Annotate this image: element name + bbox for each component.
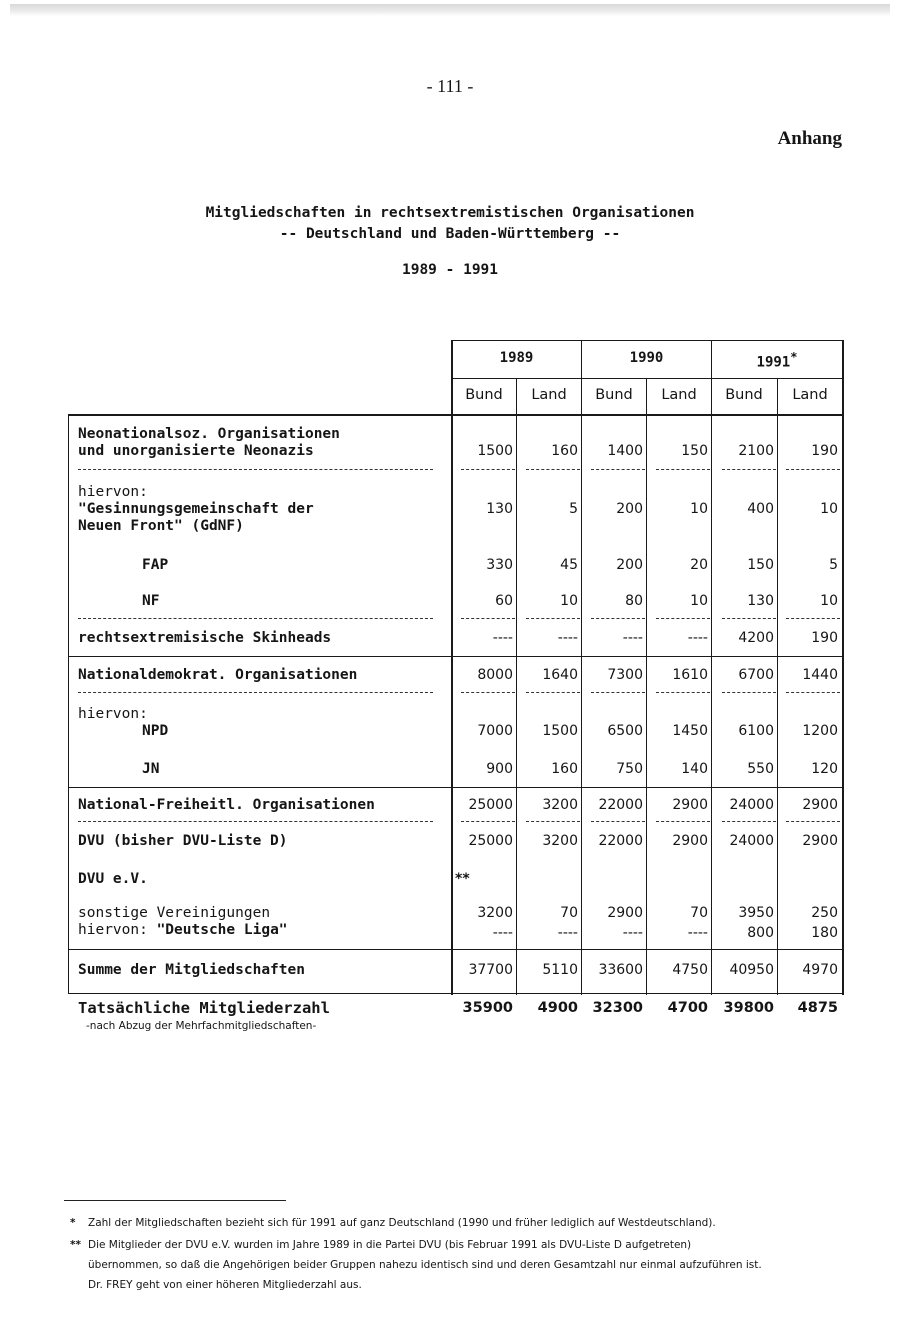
- cell-dliga-5: 180: [811, 925, 838, 941]
- subtotal-dash: [526, 692, 580, 693]
- cell-neonazi-5: 190: [811, 443, 838, 459]
- cell-natfrei-2: 22000: [598, 797, 643, 813]
- row-label-fap: FAP: [142, 557, 169, 573]
- cell-npd-0: 7000: [477, 723, 513, 739]
- cell-sonstige-3: 70: [690, 905, 708, 921]
- cell-tatsaechlich-4: 39800: [723, 1000, 774, 1016]
- cell-neonazi-4: 2100: [738, 443, 774, 459]
- col-land-1990: Land: [661, 387, 697, 403]
- year-1990: 1990: [629, 350, 664, 366]
- col-bund-1989: Bund: [465, 387, 503, 403]
- subtotal-dash: [786, 692, 840, 693]
- cell-jn-5: 120: [811, 761, 838, 777]
- cell-gdnf-1: 5: [569, 501, 578, 517]
- cell-fap-1: 45: [560, 557, 578, 573]
- cell-gdnf-3: 10: [690, 501, 708, 517]
- cell-skin-4: 4200: [738, 630, 774, 646]
- subtotal-dash: [722, 692, 776, 693]
- subtotal-dash: [786, 821, 840, 822]
- row-label-dliga: hiervon: "Deutsche Liga": [78, 922, 288, 938]
- cell-natdem-4: 6700: [738, 667, 774, 683]
- row-label-natdem: Nationaldemokrat. Organisationen: [78, 667, 358, 683]
- table-note: -nach Abzug der Mehrfachmitgliedschaften-: [86, 1020, 317, 1032]
- col-bund-1991: Bund: [725, 387, 763, 403]
- subtotal-dash: [526, 821, 580, 822]
- page-subtitle: -- Deutschland und Baden-Württemberg --: [279, 226, 621, 242]
- cell-npd-5: 1200: [802, 723, 838, 739]
- subtotal-dash: [722, 821, 776, 822]
- subtotal-dash: [591, 821, 645, 822]
- footnote-1: * Zahl der Mitgliedschaften bezieht sich für 1991 auf ganz Deutschland (1990 und früher lediglich auf Westdeutschland).: [70, 1217, 716, 1229]
- cell-sonstige-2: 2900: [607, 905, 643, 921]
- subtotal-dash: [656, 618, 710, 619]
- cell-dvu-1: 3200: [542, 833, 578, 849]
- cell-dvuev-0: **: [455, 871, 470, 887]
- cell-fap-0: 330: [486, 557, 513, 573]
- col-land-1989: Land: [531, 387, 567, 403]
- cell-skin-2: ----: [622, 630, 643, 646]
- cell-skin-5: 190: [811, 630, 838, 646]
- cell-gdnf-5: 10: [820, 501, 838, 517]
- cell-tatsaechlich-5: 4875: [797, 1000, 838, 1016]
- subtotal-dash: [591, 692, 645, 693]
- cell-dliga-4: 800: [747, 925, 774, 941]
- row-label-jn: JN: [142, 761, 160, 777]
- row-label-gdnf-2: Neuen Front" (GdNF): [78, 518, 244, 534]
- cell-summe-2: 33600: [598, 962, 643, 978]
- year-1989: 1989: [499, 350, 534, 366]
- cell-jn-4: 550: [747, 761, 774, 777]
- year-1991-footnote-mark: *: [790, 350, 798, 364]
- cell-dliga-1: ----: [557, 925, 578, 941]
- cell-summe-0: 37700: [468, 962, 513, 978]
- cell-sonstige-1: 70: [560, 905, 578, 921]
- cell-summe-5: 4970: [802, 962, 838, 978]
- subtotal-dash: [461, 692, 515, 693]
- cell-neonazi-0: 1500: [477, 443, 513, 459]
- cell-summe-3: 4750: [672, 962, 708, 978]
- cell-fap-3: 20: [690, 557, 708, 573]
- cell-skin-3: ----: [687, 630, 708, 646]
- cell-tatsaechlich-3: 4700: [667, 1000, 708, 1016]
- cell-natfrei-5: 2900: [802, 797, 838, 813]
- cell-natfrei-0: 25000: [468, 797, 513, 813]
- row-label-neonazi-1: Neonationalsoz. Organisationen: [78, 426, 340, 442]
- cell-sonstige-5: 250: [811, 905, 838, 921]
- cell-sonstige-4: 3950: [738, 905, 774, 921]
- year-1991: 1991*: [756, 350, 798, 371]
- cell-jn-0: 900: [486, 761, 513, 777]
- cell-tatsaechlich-2: 32300: [592, 1000, 643, 1016]
- cell-skin-0: ----: [492, 630, 513, 646]
- cell-natdem-3: 1610: [672, 667, 708, 683]
- row-label-summe: Summe der Mitgliedschaften: [78, 962, 305, 978]
- cell-dliga-3: ----: [687, 925, 708, 941]
- cell-dvu-3: 2900: [672, 833, 708, 849]
- cell-npd-4: 6100: [738, 723, 774, 739]
- subtotal-dash: [722, 618, 776, 619]
- row-label-nf: NF: [142, 593, 160, 609]
- cell-nf-0: 60: [495, 593, 513, 609]
- page-title: Mitgliedschaften in rechtsextremistischen Organisationen: [205, 205, 695, 221]
- cell-dliga-2: ----: [622, 925, 643, 941]
- cell-gdnf-0: 130: [486, 501, 513, 517]
- cell-neonazi-3: 150: [681, 443, 708, 459]
- section-label: Anhang: [777, 128, 842, 149]
- cell-jn-2: 750: [616, 761, 643, 777]
- cell-neonazi-1: 160: [551, 443, 578, 459]
- cell-nf-2: 80: [625, 593, 643, 609]
- subtotal-dash: [786, 469, 840, 470]
- subtotal-dash: [786, 618, 840, 619]
- cell-gdnf-2: 200: [616, 501, 643, 517]
- subtotal-dash: [722, 469, 776, 470]
- cell-skin-1: ----: [557, 630, 578, 646]
- row-label-hiervon-2: hiervon:: [78, 706, 148, 722]
- cell-nf-4: 130: [747, 593, 774, 609]
- cell-nf-3: 10: [690, 593, 708, 609]
- subtotal-dash: [591, 469, 645, 470]
- footnote-rule: [64, 1200, 286, 1201]
- footnote-2: ** Die Mitglieder der DVU e.V. wurden im Jahre 1989 in die Partei DVU (bis Februar 1991 als DVU-Liste D aufgetreten): [70, 1239, 692, 1251]
- footnote-2-line-3: Dr. FREY geht von einer höheren Mitgliederzahl aus.: [88, 1279, 362, 1291]
- cell-natfrei-3: 2900: [672, 797, 708, 813]
- row-label-skinheads: rechtsextremisische Skinheads: [78, 630, 332, 646]
- col-bund-1990: Bund: [595, 387, 633, 403]
- row-label-npd: NPD: [142, 723, 169, 739]
- subtotal-dash: [656, 469, 710, 470]
- cell-jn-3: 140: [681, 761, 708, 777]
- col-land-1991: Land: [792, 387, 828, 403]
- cell-jn-1: 160: [551, 761, 578, 777]
- period: 1989 - 1991: [401, 262, 499, 278]
- row-label-sonstige: sonstige Vereinigungen: [78, 905, 271, 921]
- subtotal-dash: [656, 821, 710, 822]
- cell-natfrei-4: 24000: [729, 797, 774, 813]
- subtotal-dash: [461, 821, 515, 822]
- cell-dliga-0: ----: [492, 925, 513, 941]
- subtotal-dash: [591, 618, 645, 619]
- cell-gdnf-4: 400: [747, 501, 774, 517]
- cell-dvu-4: 24000: [729, 833, 774, 849]
- row-label-dvuev: DVU e.V.: [78, 871, 148, 887]
- cell-summe-1: 5110: [542, 962, 578, 978]
- row-label-tatsaechlich: Tatsächliche Mitgliederzahl: [78, 999, 330, 1017]
- cell-summe-4: 40950: [729, 962, 774, 978]
- row-label-hiervon: hiervon:: [78, 484, 148, 500]
- cell-npd-1: 1500: [542, 723, 578, 739]
- row-label-neonazi-2: und unorganisierte Neonazis: [78, 443, 314, 459]
- cell-tatsaechlich-0: 35900: [462, 1000, 513, 1016]
- subtotal-dash: [461, 469, 515, 470]
- cell-natdem-0: 8000: [477, 667, 513, 683]
- subtotal-dash: [526, 469, 580, 470]
- subtotal-dash: [656, 692, 710, 693]
- cell-tatsaechlich-1: 4900: [537, 1000, 578, 1016]
- row-label-natfrei: National-Freiheitl. Organisationen: [78, 797, 375, 813]
- subtotal-dash: [461, 618, 515, 619]
- cell-neonazi-2: 1400: [607, 443, 643, 459]
- row-label-dvu: DVU (bisher DVU-Liste D): [78, 833, 288, 849]
- cell-fap-2: 200: [616, 557, 643, 573]
- cell-sonstige-0: 3200: [477, 905, 513, 921]
- cell-natdem-5: 1440: [802, 667, 838, 683]
- page-number: - 111 -: [426, 76, 474, 96]
- cell-natfrei-1: 3200: [542, 797, 578, 813]
- cell-natdem-2: 7300: [607, 667, 643, 683]
- footnote-2-line-2: übernommen, so daß die Angehörigen beider Gruppen nahezu identisch sind und deren Gesamtzahl nur einmal aufzuführen ist.: [88, 1259, 762, 1271]
- cell-dvu-5: 2900: [802, 833, 838, 849]
- cell-npd-3: 1450: [672, 723, 708, 739]
- cell-dvu-0: 25000: [468, 833, 513, 849]
- cell-nf-1: 10: [560, 593, 578, 609]
- cell-nf-5: 10: [820, 593, 838, 609]
- cell-natdem-1: 1640: [542, 667, 578, 683]
- row-label-gdnf-1: "Gesinnungsgemeinschaft der: [78, 501, 314, 517]
- cell-fap-5: 5: [829, 557, 838, 573]
- cell-fap-4: 150: [747, 557, 774, 573]
- subtotal-dash: [526, 618, 580, 619]
- cell-dvu-2: 22000: [598, 833, 643, 849]
- cell-npd-2: 6500: [607, 723, 643, 739]
